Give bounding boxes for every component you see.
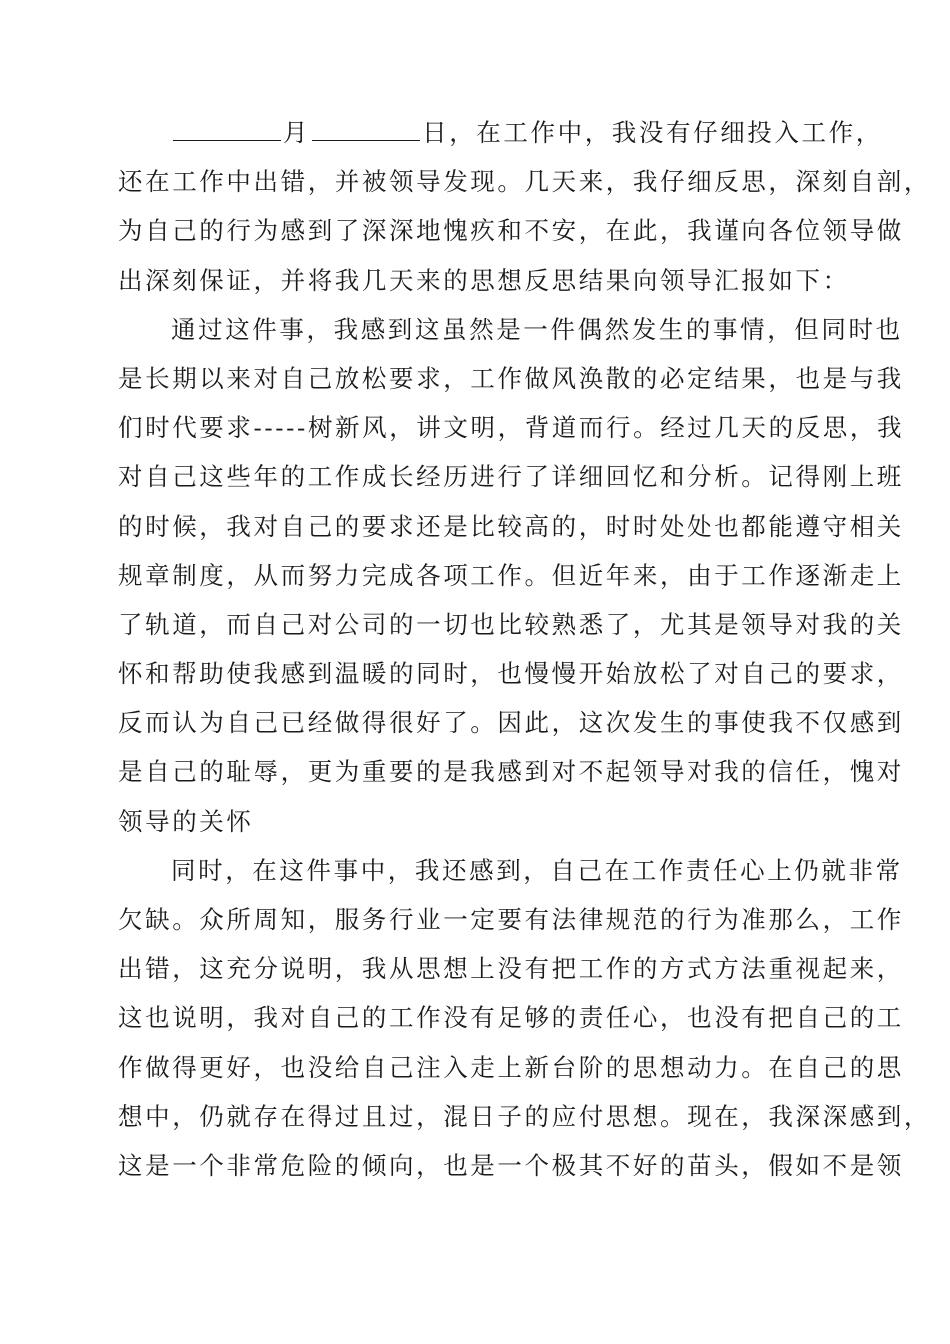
text-segment: 想中，仍就存在得过且过，混日子的应付思想。现在，我深深感到， <box>118 1101 931 1131</box>
text-line <box>118 305 903 354</box>
text-line <box>118 747 904 796</box>
text-line <box>118 1141 904 1190</box>
text-line <box>118 502 904 551</box>
text-line <box>118 600 904 649</box>
text-segment: 反而认为自己已经做得很好了。因此，这次发生的事使我不仅感到 <box>118 708 904 738</box>
text-segment: 领导的关怀 <box>118 806 254 836</box>
text-segment: 作做得更好，也没给自己注入走上新台阶的思想动力。在自己的思 <box>118 1052 904 1082</box>
text-segment: 欠缺。众所周知，服务行业一定要有法律规范的行为准那么，工作 <box>118 905 904 934</box>
text-segment: 规章制度，从而努力完成各项工作。但近年来，由于工作逐渐走上 <box>118 560 904 590</box>
text-line <box>118 846 903 895</box>
text-segment: 了轨道，而自己对公司的一切也比较熟悉了，尤其是领导对我的关 <box>118 609 904 639</box>
text-line <box>118 944 904 993</box>
text-segment: 怀和帮助使我感到温暖的同时，也慢慢开始放松了对自己的要求， <box>118 659 904 689</box>
text-line <box>118 403 905 452</box>
text-segment: 这是一个非常危险的倾向，也是一个极其不好的苗头，假如不是领 <box>118 1150 904 1180</box>
text-line <box>118 1043 904 1092</box>
text-line <box>118 649 904 698</box>
text-line <box>118 452 904 501</box>
text-line <box>118 551 904 600</box>
text-line <box>118 354 904 403</box>
text-line <box>118 698 904 747</box>
text-line <box>118 797 838 846</box>
text-segment: 月 <box>283 118 311 147</box>
text-line <box>118 157 931 206</box>
text-line <box>118 108 883 157</box>
text-segment: 是长期以来对自己放松要求，工作做风涣散的必定结果，也是与我 <box>118 363 904 393</box>
text-line <box>118 993 904 1042</box>
text-segment: 为自己的行为感到了深深地愧疚和不安，在此，我谨向各位领导做 <box>118 216 904 246</box>
text-segment: 还在工作中出错，并被领导发现。几天来，我仔细反思，深刻自剖， <box>118 167 931 197</box>
blank-underline <box>312 120 420 141</box>
text-segment: 这也说明，我对自己的工作没有足够的责任心，也没有把自己的工 <box>118 1003 904 1033</box>
text-line <box>118 206 904 255</box>
text-line <box>118 895 904 944</box>
text-segment: 的时候，我对自己的要求还是比较高的，时时处处也都能遵守相关 <box>118 511 904 541</box>
text-line <box>118 1092 931 1141</box>
text-segment: 同时，在这件事中，我还感到，自己在工作责任心上仍就非常 <box>171 855 903 885</box>
text-line <box>118 256 850 305</box>
text-segment: 是自己的耻辱，更为重要的是我感到对不起领导对我的信任，愧对 <box>118 757 904 787</box>
text-segment: 出深刻保证，并将我几天来的思想反思结果向领导汇报如下： <box>118 265 850 295</box>
document-body <box>118 108 931 1190</box>
text-segment: 对自己这些年的工作成长经历进行了详细回忆和分析。记得刚上班 <box>118 462 904 492</box>
blank-underline <box>173 120 281 141</box>
text-segment: 通过这件事，我感到这虽然是一件偶然发生的事情，但同时也 <box>171 314 903 344</box>
text-segment: 日，在工作中，我没有仔细投入工作， <box>422 118 883 147</box>
text-segment: 们时代要求-----树新风，讲文明，背道而行。经过几天的反思，我 <box>118 413 905 443</box>
text-segment: 出错，这充分说明，我从思想上没有把工作的方式方法重视起来， <box>118 954 904 984</box>
